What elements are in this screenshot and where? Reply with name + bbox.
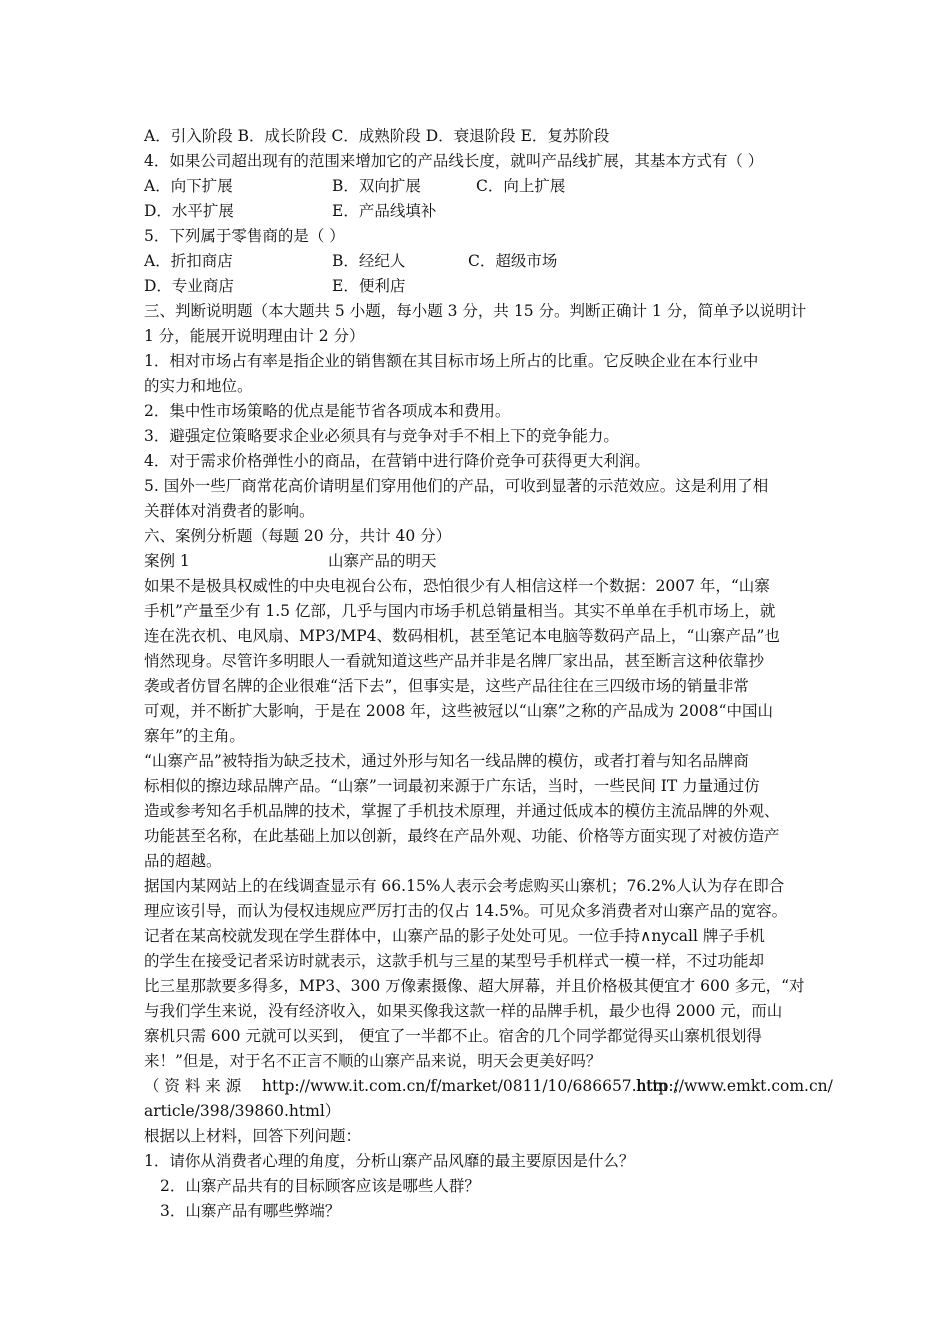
source-label: （ 资 料 来 源	[144, 1077, 242, 1095]
case1-p1-line: 悄然现身。尽管许多明眼人一看就知道这些产品并非是名牌厂家出品，甚至断言这种依靠抄	[144, 652, 765, 670]
case1-p1-line: 连在洗衣机、电风扇、MP3/MP4、数码相机，甚至笔记本电脑等数码产品上，“山寨产品”也	[144, 627, 780, 645]
q5-option-d: D．专业商店	[144, 277, 234, 295]
section3-item5-line2: 关群体对消费者的影响。	[144, 502, 315, 520]
q4-stem: 4．如果公司超出现有的范围来增加它的产品线长度，就叫产品线扩展，其基本方式有（ ）	[144, 152, 764, 170]
case1-p1-line: 如果不是极具权威性的中央电视台公布，恐怕很少有人相信这样一个数据：2007 年，“山寨	[144, 577, 770, 595]
case1-p2-line: “山寨产品”被特指为缺乏技术，通过外形与知名一线品牌的模仿，或者打着与知名品牌商	[144, 752, 749, 770]
case1-p1-line: 可观，并不断扩大影响，于是在 2008 年，这些被冠以“山寨”之称的产品成为 2008“中国山	[144, 702, 773, 720]
case1-p2-line: 品的超越。	[144, 852, 222, 870]
q4-option-d: D．水平扩展	[144, 202, 234, 220]
case-question-2: 2．山寨产品共有的目标顾客应该是哪些人群？	[160, 1177, 480, 1195]
q4-option-a: A．向下扩展	[144, 177, 233, 195]
case1-p2-line: 标相似的擦边球品牌产品。“山寨”一词最初来源于广东话，当时，一些民间 IT 力量通过仿	[144, 777, 760, 795]
case1-p2-line: 造或参考知名手机品牌的技术，掌握了手机技术原理，并通过低成本的模仿主流品牌的外观、	[144, 802, 780, 820]
q5-option-c: C．超级市场	[468, 252, 558, 270]
case1-p3-line: 的学生在接受记者采访时就表示，这款手机与三星的某型号手机样式一模一样，不过功能却	[144, 952, 765, 970]
case1-p3-line: 来！”但是，对于名不正言不顺的山寨产品来说，明天会更美好吗？	[144, 1052, 602, 1070]
source-url-2: http://www.emkt.com.cn/	[636, 1077, 833, 1095]
q4-option-c: C．向上扩展	[476, 177, 566, 195]
section3-item1-line1: 1．相对市场占有率是指企业的销售额在其目标市场上所占的比重。它反映企业在本行业中	[144, 352, 759, 370]
case1-p3-line: 理应该引导，而认为侵权违规应严厉打击的仅占 14.5%。可见众多消费者对山寨产品的宽容。	[144, 902, 788, 920]
q5-option-a: A．折扣商店	[144, 252, 233, 270]
q4-option-e: E．产品线填补	[332, 202, 437, 220]
case1-p3-line: 寨机只需 600 元就可以买到， 便宜了一半都不止。宿舍的几个同学都觉得买山寨机很划得	[144, 1027, 762, 1045]
q3-options: A．引入阶段 B．成长阶段 C．成熟阶段 D．衰退阶段 E．复苏阶段	[144, 127, 610, 145]
case1-p1-line: 寨年”的主角。	[144, 727, 245, 745]
case1-p1-line: 袭或者仿冒名牌的企业很难“活下去”，但事实是，这些产品往往在三四级市场的销量非常	[144, 677, 749, 695]
case1-p3-line: 据国内某网站上的在线调查显示有 66.15%人表示会考虑购买山寨机；76.2%人认为存在即合	[144, 877, 785, 895]
section3-item3: 3．避强定位策略要求企业必须具有与竞争对手不相上下的竞争能力。	[144, 427, 619, 445]
case1-p1-line: 手机”产量至少有 1.5 亿部，几乎与国内市场手机总销量相当。其实不单单在手机市场上，就	[144, 602, 776, 620]
case1-p3-line: 记者在某高校就发现在学生群体中，山寨产品的影子处处可见。一位手持∧nycall 牌子手机	[144, 927, 765, 945]
source-line2: article/398/39860.html）	[144, 1102, 341, 1120]
section3-title-line2: 1 分，能展开说明理由计 2 分）	[144, 327, 365, 345]
section3-item5-line1: 5. 国外一些厂商常花高价请明星们穿用他们的产品，可收到显著的示范效应。这是利用了相	[144, 477, 769, 495]
case1-label: 案例 1	[144, 552, 190, 570]
case1-title: 山寨产品的明天	[328, 552, 437, 570]
section3-title-line1: 三、判断说明题（本大题共 5 小题，每小题 3 分，共 15 分。判断正确计 1 分，简单予以说明计	[144, 302, 807, 320]
section3-item1-line2: 的实力和地位。	[144, 377, 253, 395]
q4-option-b: B．双向扩展	[332, 177, 421, 195]
source-url-1: http://www.it.com.cn/f/market/0811/10/686657.htm ；	[262, 1077, 688, 1095]
case-question-1: 1．请你从消费者心理的角度，分析山寨产品风靡的最主要原因是什么？	[144, 1152, 635, 1170]
case-question-3: 3．山寨产品有哪些弊端？	[160, 1202, 341, 1220]
case1-p2-line: 功能甚至名称，在此基础上加以创新，最终在产品外观、功能、价格等方面实现了对被仿造产	[144, 827, 780, 845]
case1-p3-line: 与我们学生来说，没有经济收入，如果买像我这款一样的品牌手机，最少也得 2000 元，而山	[144, 1002, 783, 1020]
q5-option-b: B．经纪人	[332, 252, 406, 270]
section3-item4: 4．对于需求价格弹性小的商品，在营销中进行降价竞争可获得更大利润。	[144, 452, 650, 470]
q5-option-e: E．便利店	[332, 277, 406, 295]
q5-stem: 5．下列属于零售商的是（ ）	[144, 227, 345, 245]
questions-prompt: 根据以上材料，回答下列问题：	[144, 1127, 362, 1145]
section3-item2: 2．集中性市场策略的优点是能节省各项成本和费用。	[144, 402, 511, 420]
case1-p3-line: 比三星那款要多得多，MP3、300 万像素摄像、超大屏幕，并且价格极其便宜才 600 多元，“对	[144, 977, 805, 995]
section6-title: 六、案例分析题（每题 20 分，共计 40 分）	[144, 527, 452, 545]
